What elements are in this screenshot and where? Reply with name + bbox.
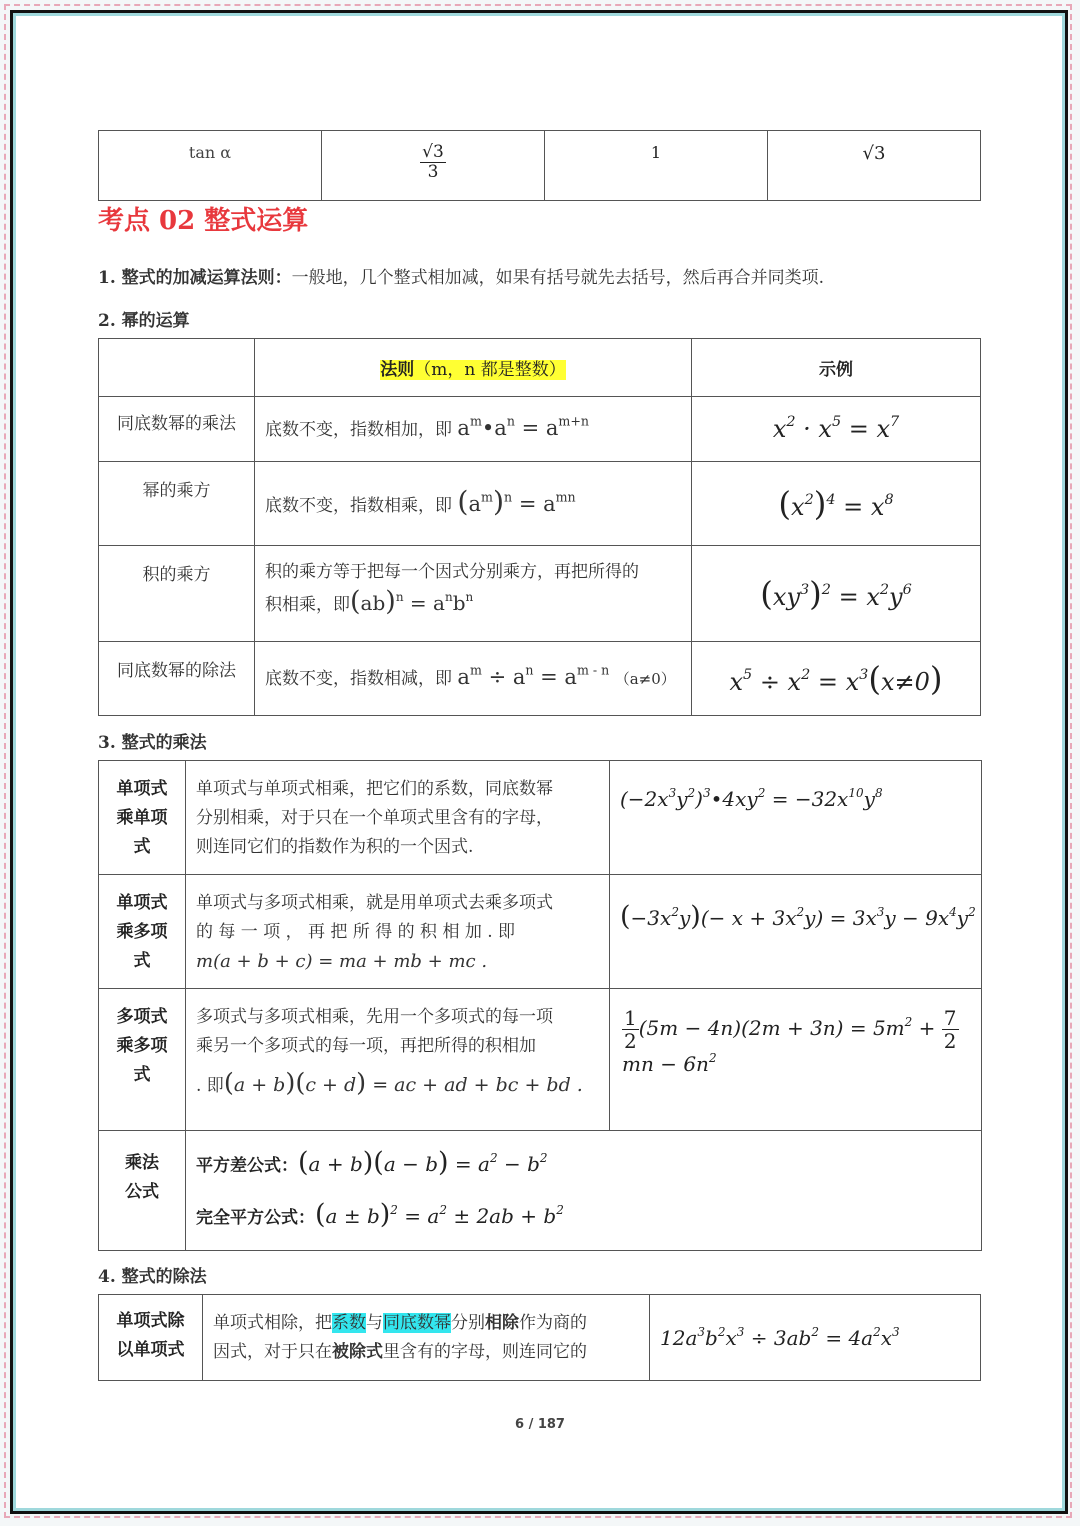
header-rule-highlight: 法则（m，n 都是整数） — [380, 360, 566, 380]
trig-cell-1 — [322, 131, 545, 201]
section-title: 考点 02 整式运算 — [98, 206, 309, 236]
formula-cell: 平方差公式：$(a + b)(a - b) = a^2 - b^2$ 完全平方公式：$(a \pm b)^2 = a^2 \pm 2ab + b^2$ — [186, 1131, 982, 1251]
corner-cell — [99, 339, 255, 397]
trig-cell-2: 1 — [545, 131, 768, 201]
row-name: 积的乘方 — [99, 546, 255, 642]
rule-cell: 积的乘方等于把每一个因式分别乘方，再把所得的 积相乘，即$(ab)^n = a^nb^n$ — [255, 546, 692, 642]
item4-heading: 4. 整式的除法 — [98, 1267, 207, 1287]
example-cell: $(x^2)^4 = x^8$ — [692, 462, 981, 546]
row-name: 同底数幂的除法 — [99, 642, 255, 716]
example-cell: $x^2 \cdot x^5 = x^7$ — [692, 397, 981, 462]
fraction: $\frac{√3}{3}$ — [422, 142, 444, 182]
example-cell: $\frac{1}{2}$ $(5m - 4n)(2m + 3n) = 5m^2$ + $\frac{7}{2}$ mn − $6n^2$ — [610, 989, 982, 1131]
row-name: 单项式 乘多项 式 — [99, 875, 186, 989]
rule-cell: 单项式与多项式相乘，就是用单项式去乘多项式 的 每 一 项 ， 再 把 所 得 的 积 相 加 . 即 m(a + b + c) = ma + mb + mc . — [186, 875, 610, 989]
item1-paragraph — [98, 263, 824, 288]
item3-heading: 3. 整式的乘法 — [98, 733, 207, 753]
header-example: 示例 — [692, 339, 981, 397]
row-name: 乘法 公式 — [99, 1131, 186, 1251]
sq-full-label: 完全平方公式： — [196, 1208, 315, 1228]
power-rules-table — [98, 338, 981, 716]
highlight-coeff: 系数 — [332, 1313, 366, 1333]
item1-heading: 1. 整式的加减运算法则： — [98, 268, 292, 288]
rule-cell: 底数不变，指数相加，即 $a^m•a^n = a^{m+n}$ — [255, 397, 692, 462]
row-name: 单项式 乘单项 式 — [99, 761, 186, 875]
item1-text: 一般地，几个整式相加减，如果有括号就先去括号，然后再合并同类项. — [291, 268, 825, 288]
example-cell: $(-2x^3y^2)^3•4xy^2 = -32x^{10}y^8$ — [610, 761, 982, 875]
division-table — [98, 1294, 981, 1381]
example-cell: $x^5 \div x^2 = x^3(x\ne 0)$ — [692, 642, 981, 716]
example-cell: $(-3x^2y)(- x + 3x^2y) = 3x^3y - 9x^4y^2$ — [610, 875, 982, 989]
trig-label: tan α — [99, 131, 322, 201]
header-rule — [255, 339, 692, 397]
sq-diff-label: 平方差公式： — [196, 1156, 298, 1176]
highlight-power: 同底数幂 — [383, 1313, 451, 1333]
trig-table — [98, 130, 981, 201]
row-name: 幂的乘方 — [99, 462, 255, 546]
row-name: 多项式 乘多项 式 — [99, 989, 186, 1131]
rule-cell: 单项式相除，把系数与同底数幂分别相除作为商的 因式，对于只在被除式里含有的字母，则连同它的 — [203, 1295, 650, 1381]
row-name: 单项式除 以单项式 — [99, 1295, 203, 1381]
rule-cell: 单项式与单项式相乘，把它们的系数，同底数幂 分别相乘，对于只在一个单项式里含有的字母， 则连同它们的指数作为积的一个因式. — [186, 761, 610, 875]
multiplication-table — [98, 760, 982, 1251]
example-cell: $12a^3b^2x^3 \div 3ab^2 = 4a^2x^3$ — [650, 1295, 981, 1381]
rule-cell: 底数不变，指数相减，即 $a^m \div a^n = a^{m - n}$ （a≠0） — [255, 642, 692, 716]
item2-heading: 2. 幂的运算 — [98, 311, 190, 331]
example-cell: $(xy^3)^2 = x^2y^6$ — [692, 546, 981, 642]
rule-cell: 多项式与多项式相乘，先用一个多项式的每一项 乘另一个多项式的每一项，再把所得的积相加 . 即(a + b)(c + d) = ac + ad + bc + bd . — [186, 989, 610, 1131]
row-name: 同底数幂的乘法 — [99, 397, 255, 462]
page-number: 6 / 187 — [515, 1417, 565, 1432]
rule-cell: 底数不变，指数相乘，即 $(a^m)^n = a^{mn}$ — [255, 462, 692, 546]
trig-cell-3: √3 — [768, 131, 981, 201]
